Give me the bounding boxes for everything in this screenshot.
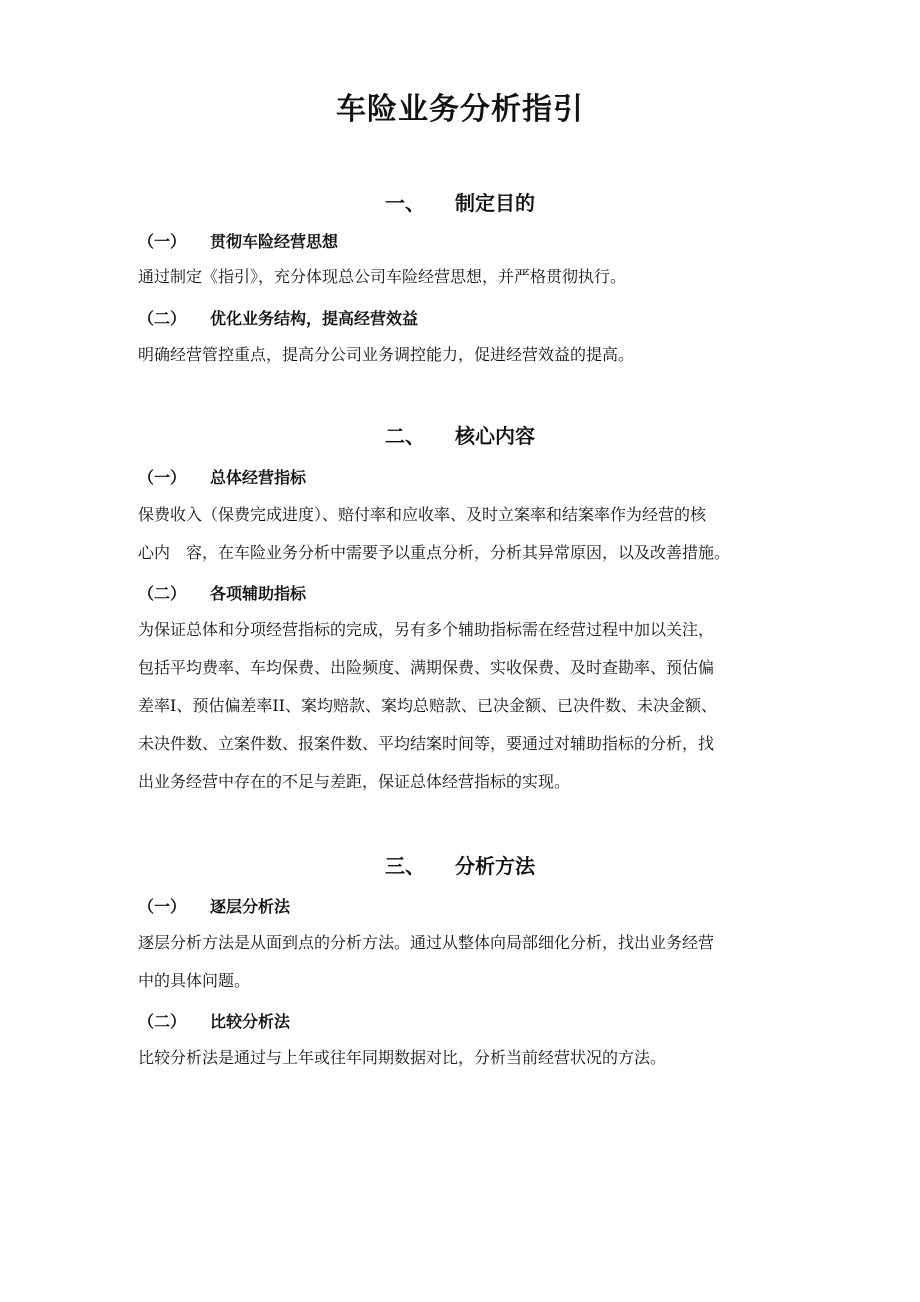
section-heading-1 [0,187,920,216]
subsection-heading-1-2 [138,306,418,329]
paragraph-3-1 [138,924,804,1000]
paragraph-2-2 [138,611,804,801]
subsection-heading-2-1 [138,465,306,488]
paragraph-2-1 [138,496,804,572]
paragraph-line: 明确经营管控重点，提高分公司业务调控能力，促进经营效益的提高。 [138,345,635,364]
subsection-heading-3-2 [138,1009,290,1032]
section-number: 二、 [385,424,425,448]
paragraph-line: 未决件数、立案件数、报案件数、平均结案时间等，要通过对辅助指标的分析，找 [138,734,715,753]
subsection-title: 各项辅助指标 [210,584,307,603]
subsection-number: （二） [138,1012,187,1031]
subsection-title: 逐层分析法 [210,897,291,916]
subsection-title: 比较分析法 [210,1012,291,1031]
paragraph-line: 中的具体问题。 [138,971,251,990]
section-heading-3 [0,850,920,879]
paragraph-line: 逐层分析方法是从面到点的分析方法。通过从整体向局部细化分析，找出业务经营 [138,933,715,952]
section-heading-2 [0,420,920,449]
subsection-title: 贯彻车险经营思想 [210,232,339,251]
section-title: 分析方法 [455,854,535,878]
paragraph-line: 为保证总体和分项经营指标的完成，另有多个辅助指标需在经营过程中加以关注， [138,620,715,639]
paragraph-line: 包括平均费率、车均保费、出险频度、满期保费、实收保费、及时查勘率、预估偏 [138,658,715,677]
paragraph-line: 保费收入（保费完成进度）、赔付率和应收率、及时立案率和结案率作为经营的核 [138,505,707,524]
section-number: 三、 [385,854,425,878]
paragraph-line: 差率I、预估偏差率II、案均赔款、案均总赔款、已决金额、已决件数、未决金额、 [138,696,717,715]
subsection-number: （二） [138,309,187,328]
paragraph-3-2 [138,1039,804,1077]
paragraph-1-2 [138,336,804,374]
section-number: 一、 [385,191,425,215]
document-title: 车险业务分析指引 [336,92,584,127]
subsection-heading-1-1 [138,229,338,252]
subsection-number: （一） [138,232,187,251]
subsection-title: 总体经营指标 [210,468,307,487]
subsection-number: （一） [138,897,187,916]
section-title: 制定目的 [455,191,535,215]
paragraph-line: 通过制定《指引》，充分体现总公司车险经营思想，并严格贯彻执行。 [138,267,627,286]
section-title: 核心内容 [455,424,535,448]
paragraph-1-1 [138,258,804,296]
subsection-number: （二） [138,584,187,603]
paragraph-line: 出业务经营中存在的不足与差距，保证总体经营指标的实现。 [138,772,571,791]
paragraph-line: 心内 容，在车险业务分析中需要予以重点分析，分析其异常原因，以及改善措施。 [138,543,731,562]
subsection-heading-2-2 [138,581,306,604]
subsection-heading-3-1 [138,894,290,917]
subsection-title: 优化业务结构，提高经营效益 [210,309,419,328]
paragraph-line: 比较分析法是通过与上年或往年同期数据对比，分析当前经营状况的方法。 [138,1048,667,1067]
subsection-number: （一） [138,468,187,487]
